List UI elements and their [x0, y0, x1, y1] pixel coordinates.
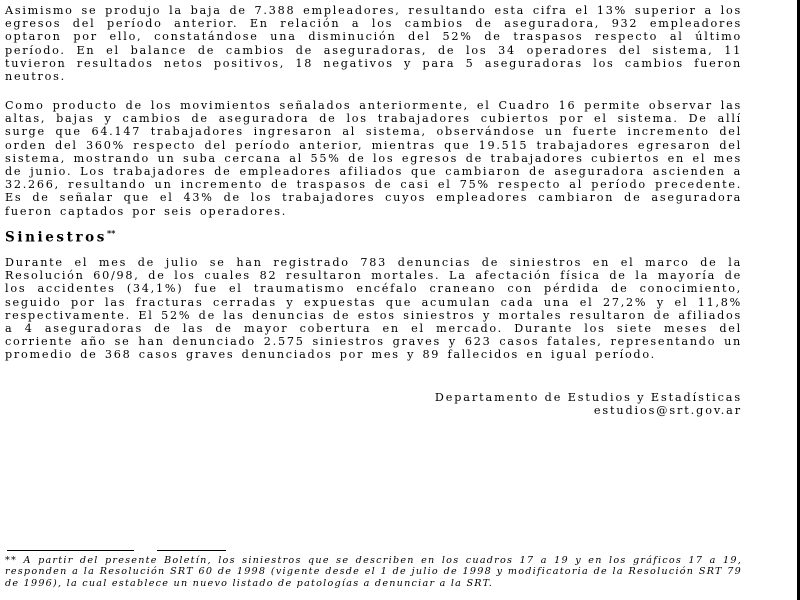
signature-department: Departamento de Estudios y Estadísticas: [434, 391, 742, 404]
footnote-text: ** A partir del presente Boletín, los siniestros que se describen en los cuadros 17 a 19 y en los gráficos 17 a 19, responden a la Resolución SRT 60 de 1998 (vigente desde el 1 de julio de 1998 y modificatoria de la Resolución SRT 79 de 1996), la cual establece un nuevo listado de patologías a denunciar a la SRT.: [5, 555, 742, 589]
paragraph-siniestros: Durante el mes de julio se han registrado 783 denuncias de siniestros en el marco de la Resolución 60/98, de los cuales 82 resultaron mortales. La afectación física de la mayoría de los accidentes (34,1%) fue el traumatismo encéfalo craneano con pérdida de conocimiento, seguido por las fracturas cerradas y expuestas que acumulan cada una el 27,2% y el 11,8% respectivamente. El 52% de las denuncias de estos siniestros y mortales resultaron de afiliados a 4 aseguradoras de las de mayor cobertura en el mercado. Durante los siete meses del corriente año se han denunciado 2.575 siniestros graves y 623 casos fatales, representando un promedio de 368 casos graves denunciados por mes y 89 fallecidos en igual período.: [5, 256, 742, 362]
paragraph-worker-movements: Como producto de los movimientos señalados anteriormente, el Cuadro 16 permite observar las altas, bajas y cambios de aseguradora de los trabajadores cubiertos por el sistema. De allí surge que 64.147 trabajadores ingresaron al sistema, observándose un fuerte incremento del orden del 360% respecto del período anterior, mientras que 19.515 trabajadores egresaron del sistema, mostrando un suba cercana al 55% de los egresos de trabajadores cubiertos en el mes de junio. Los trabajadores de empleadores afiliados que cambiaron de aseguradora ascienden a 32.266, resultando un incremento de traspasos de casi el 75% respecto al período precedente. Es de señalar que el 43% de los trabajadores cuyos empleadores cambiaron de aseguradora fueron captados por seis operadores.: [5, 99, 742, 218]
section-heading-text: Siniestros: [5, 229, 107, 246]
footnote-separator-left: [7, 550, 134, 551]
signature-email: estudios@srt.gov.ar: [593, 404, 742, 417]
footnote-marker: **: [106, 228, 116, 238]
section-heading-siniestros: [5, 228, 115, 246]
document-page: [5, 4, 742, 596]
footnote-separator-right: [157, 550, 226, 551]
paragraph-employer-changes: Asimismo se produjo la baja de 7.388 empleadores, resultando esta cifra el 13% superior a los egresos del período anterior. En relación a los cambios de aseguradora, 932 empleadores optaron por ello, constatándose una disminución del 52% de traspasos respecto al último período. En el balance de cambios de aseguradoras, de los 34 operadores del sistema, 11 tuvieron resultados netos positivos, 18 negativos y para 5 aseguradoras los cambios fueron neutros.: [5, 4, 742, 84]
